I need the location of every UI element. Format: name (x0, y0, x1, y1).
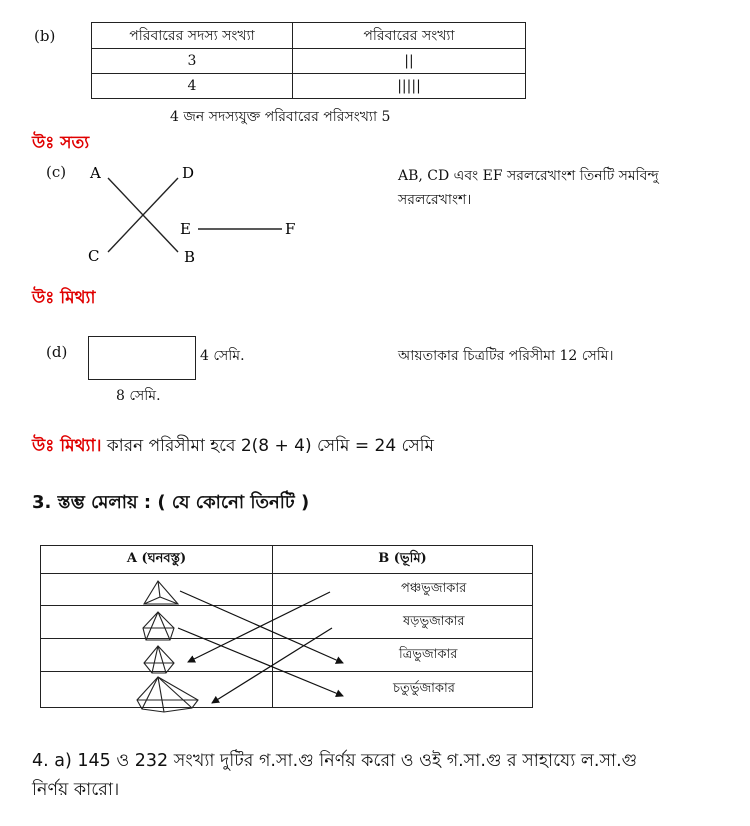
part-b-answer: উঃ সত্য (32, 133, 90, 153)
part-c-label: (c) (46, 163, 67, 181)
point-label-d: D (182, 164, 195, 182)
match-arrow (212, 628, 332, 703)
point-label-c: C (88, 247, 100, 265)
part-c-statement-line2: সরলরেখাংশ। (398, 192, 472, 208)
section-4-question-line2: নির্ণয় কারো। (32, 780, 120, 800)
cell-tally: ||||| (293, 74, 526, 99)
rectangle-height-label: 4 সেমি. (200, 348, 245, 364)
cell-tally: || (293, 49, 526, 74)
triangular-pyramid-icon (144, 581, 178, 604)
match-arrow (180, 591, 343, 663)
part-c-answer: উঃ মিথ্যা (32, 288, 96, 308)
match-arrow (188, 592, 330, 662)
base-triangular: ত্রিভুজাকার (399, 646, 458, 662)
section-3-heading: 3. স্তম্ভ মেলায় : ( যে কোনো তিনটি ) (32, 492, 310, 513)
part-d-statement: আয়তাকার চিত্রটির পরিসীমা 12 সেমি। (398, 348, 614, 364)
part-b-label: (b) (34, 27, 56, 45)
base-pentagonal: পঞ্চভুজাকার (401, 581, 467, 596)
col-header-base: B (ভূমি) (273, 546, 533, 574)
col-header-members: পরিবারের সদস্য সংখ্যা (92, 23, 293, 49)
base-quadrilateral: চতুর্ভুজাকার (393, 681, 455, 696)
point-label-a: A (90, 164, 101, 182)
part-b-statement: 4 জন সদস্যযুক্ত পরিবারের পরিসংখ্যা 5 (170, 109, 391, 125)
square-pyramid-icon (143, 612, 174, 640)
point-label-b: B (184, 248, 196, 266)
part-d-answer-verdict: উঃ মিথ্যা। (32, 436, 102, 456)
point-label-f: F (285, 220, 296, 238)
hexagonal-pyramid-icon (137, 677, 198, 712)
part-c-statement-line1: AB, CD এবং EF সরলরেখাংশ তিনটি সমবিন্দু (398, 168, 659, 184)
cell-members: 3 (92, 49, 293, 74)
base-hexagonal: ষড়ভুজাকার (403, 613, 465, 629)
part-d-answer-explanation: কারন পরিসীমা হবে 2(8 + 4) সেমি = 24 সেমি (101, 436, 434, 456)
cell-members: 4 (92, 74, 293, 99)
col-header-solid: A (ঘনবস্তু) (41, 546, 273, 574)
section-4-question-line1: 4. a) 145 ও 232 সংখ্যা দুটির গ.সা.গু নির্ণয় করো ও ওই গ.সা.গু র সাহায্যে ল.সা.গু (32, 751, 638, 771)
point-label-e: E (180, 220, 191, 238)
pentagonal-pyramid-icon (144, 646, 174, 673)
rectangle-width-label: 8 সেমি. (116, 388, 161, 404)
part-d-label: (d) (46, 343, 68, 361)
col-header-families: পরিবারের সংখ্যা (293, 23, 526, 49)
match-arrow (178, 628, 343, 696)
